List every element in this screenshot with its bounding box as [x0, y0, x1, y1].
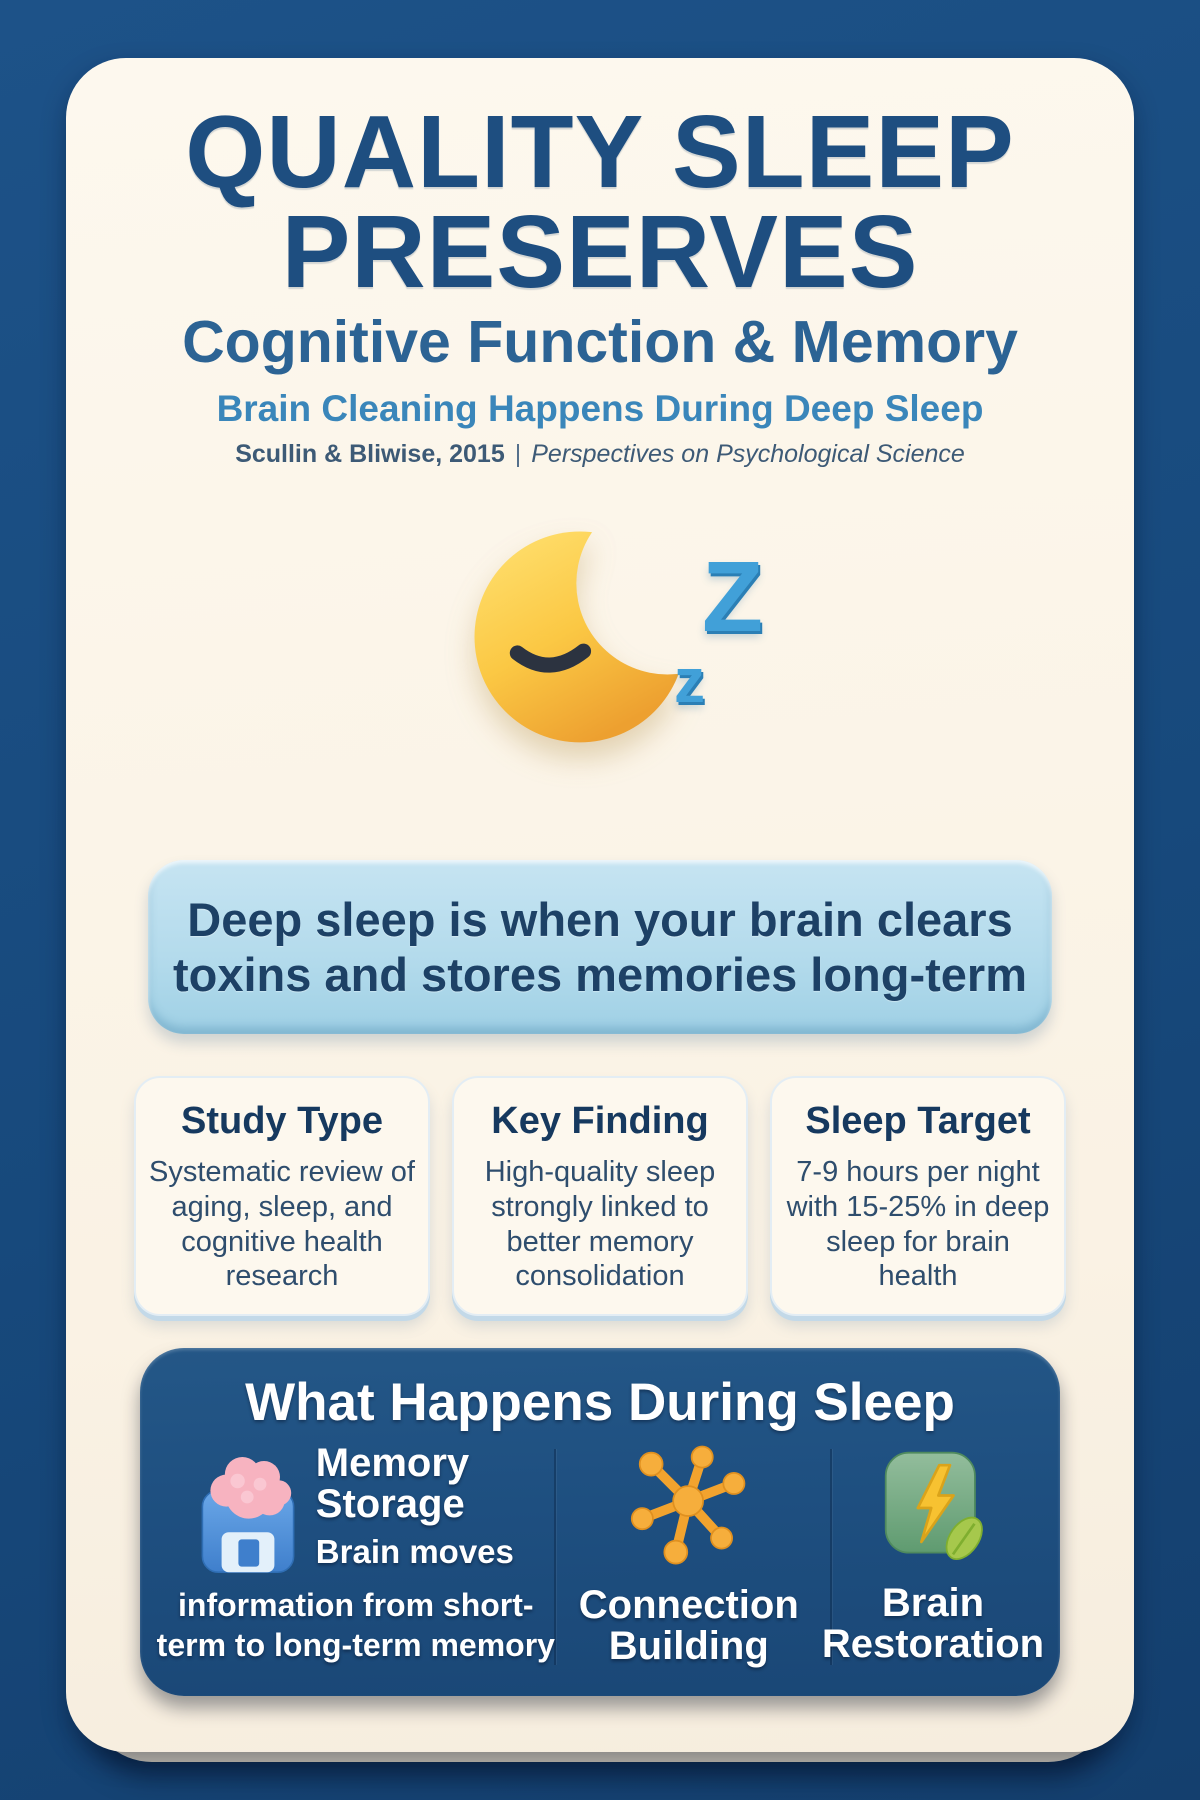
infographic-card [66, 58, 1134, 1752]
title-line-1: QUALITY SLEEP [185, 94, 1015, 209]
memory-storage-text [316, 1443, 516, 1571]
info-cards-row [134, 1076, 1066, 1316]
info-card-title: Key Finding [491, 1100, 709, 1142]
panel-item-body: information from short-term to long-term memory [156, 1587, 555, 1663]
sleep-panel [140, 1348, 1060, 1696]
citation-authors: Scullin & Bliwise, 2015 [235, 440, 505, 468]
energy-leaf-icon [875, 1443, 991, 1573]
info-card-title: Study Type [181, 1100, 383, 1142]
key-message-banner [148, 860, 1052, 1034]
title-line-2: PRESERVES [281, 193, 919, 309]
z-small-icon: z [674, 647, 705, 716]
tagline: Brain Cleaning Happens During Deep Sleep [216, 388, 984, 429]
memory-storage-row [196, 1443, 516, 1579]
panel-item-connection-building [556, 1443, 822, 1679]
info-card-body: 7-9 hours per night with 15-25% in deep sleep for brain health [786, 1156, 1050, 1293]
info-card-study-type [134, 1076, 430, 1316]
banner-line-2: toxins and stores memories long-term [172, 948, 1028, 1001]
banner-line-1: Deep sleep is when your brain clears [187, 892, 1013, 946]
panel-item-memory-storage [156, 1443, 556, 1679]
panel-item-subtitle: Brain moves [315, 1533, 514, 1571]
sleep-panel-columns [140, 1443, 1060, 1679]
network-icon [620, 1443, 758, 1575]
info-card-key-finding [452, 1076, 748, 1316]
sleep-panel-title: What Happens During Sleep [245, 1373, 955, 1432]
z-large-icon: Z [702, 541, 764, 653]
panel-item-brain-restoration [822, 1443, 1044, 1679]
citation-separator: | [514, 440, 522, 468]
panel-item-title: Connection Building [578, 1583, 799, 1669]
info-card-sleep-target [770, 1076, 1066, 1316]
citation-journal: Perspectives on Psychological Science [531, 440, 965, 468]
citation [66, 440, 1134, 469]
sleeping-crescent-moon-icon [462, 494, 730, 762]
panel-item-title: Memory Storage [315, 1441, 470, 1527]
brain-floppy-icon [196, 1447, 300, 1579]
info-card-title: Sleep Target [805, 1100, 1031, 1142]
info-card-body: Systematic review of aging, sleep, and cognitive health research [149, 1156, 415, 1293]
moon-illustration [402, 494, 902, 794]
info-card-body: High-quality sleep strongly linked to better memory consolidation [484, 1156, 716, 1293]
main-title [66, 94, 1134, 309]
panel-item-title: Brain Restoration [821, 1581, 1045, 1667]
subtitle: Cognitive Function & Memory [182, 309, 1018, 375]
